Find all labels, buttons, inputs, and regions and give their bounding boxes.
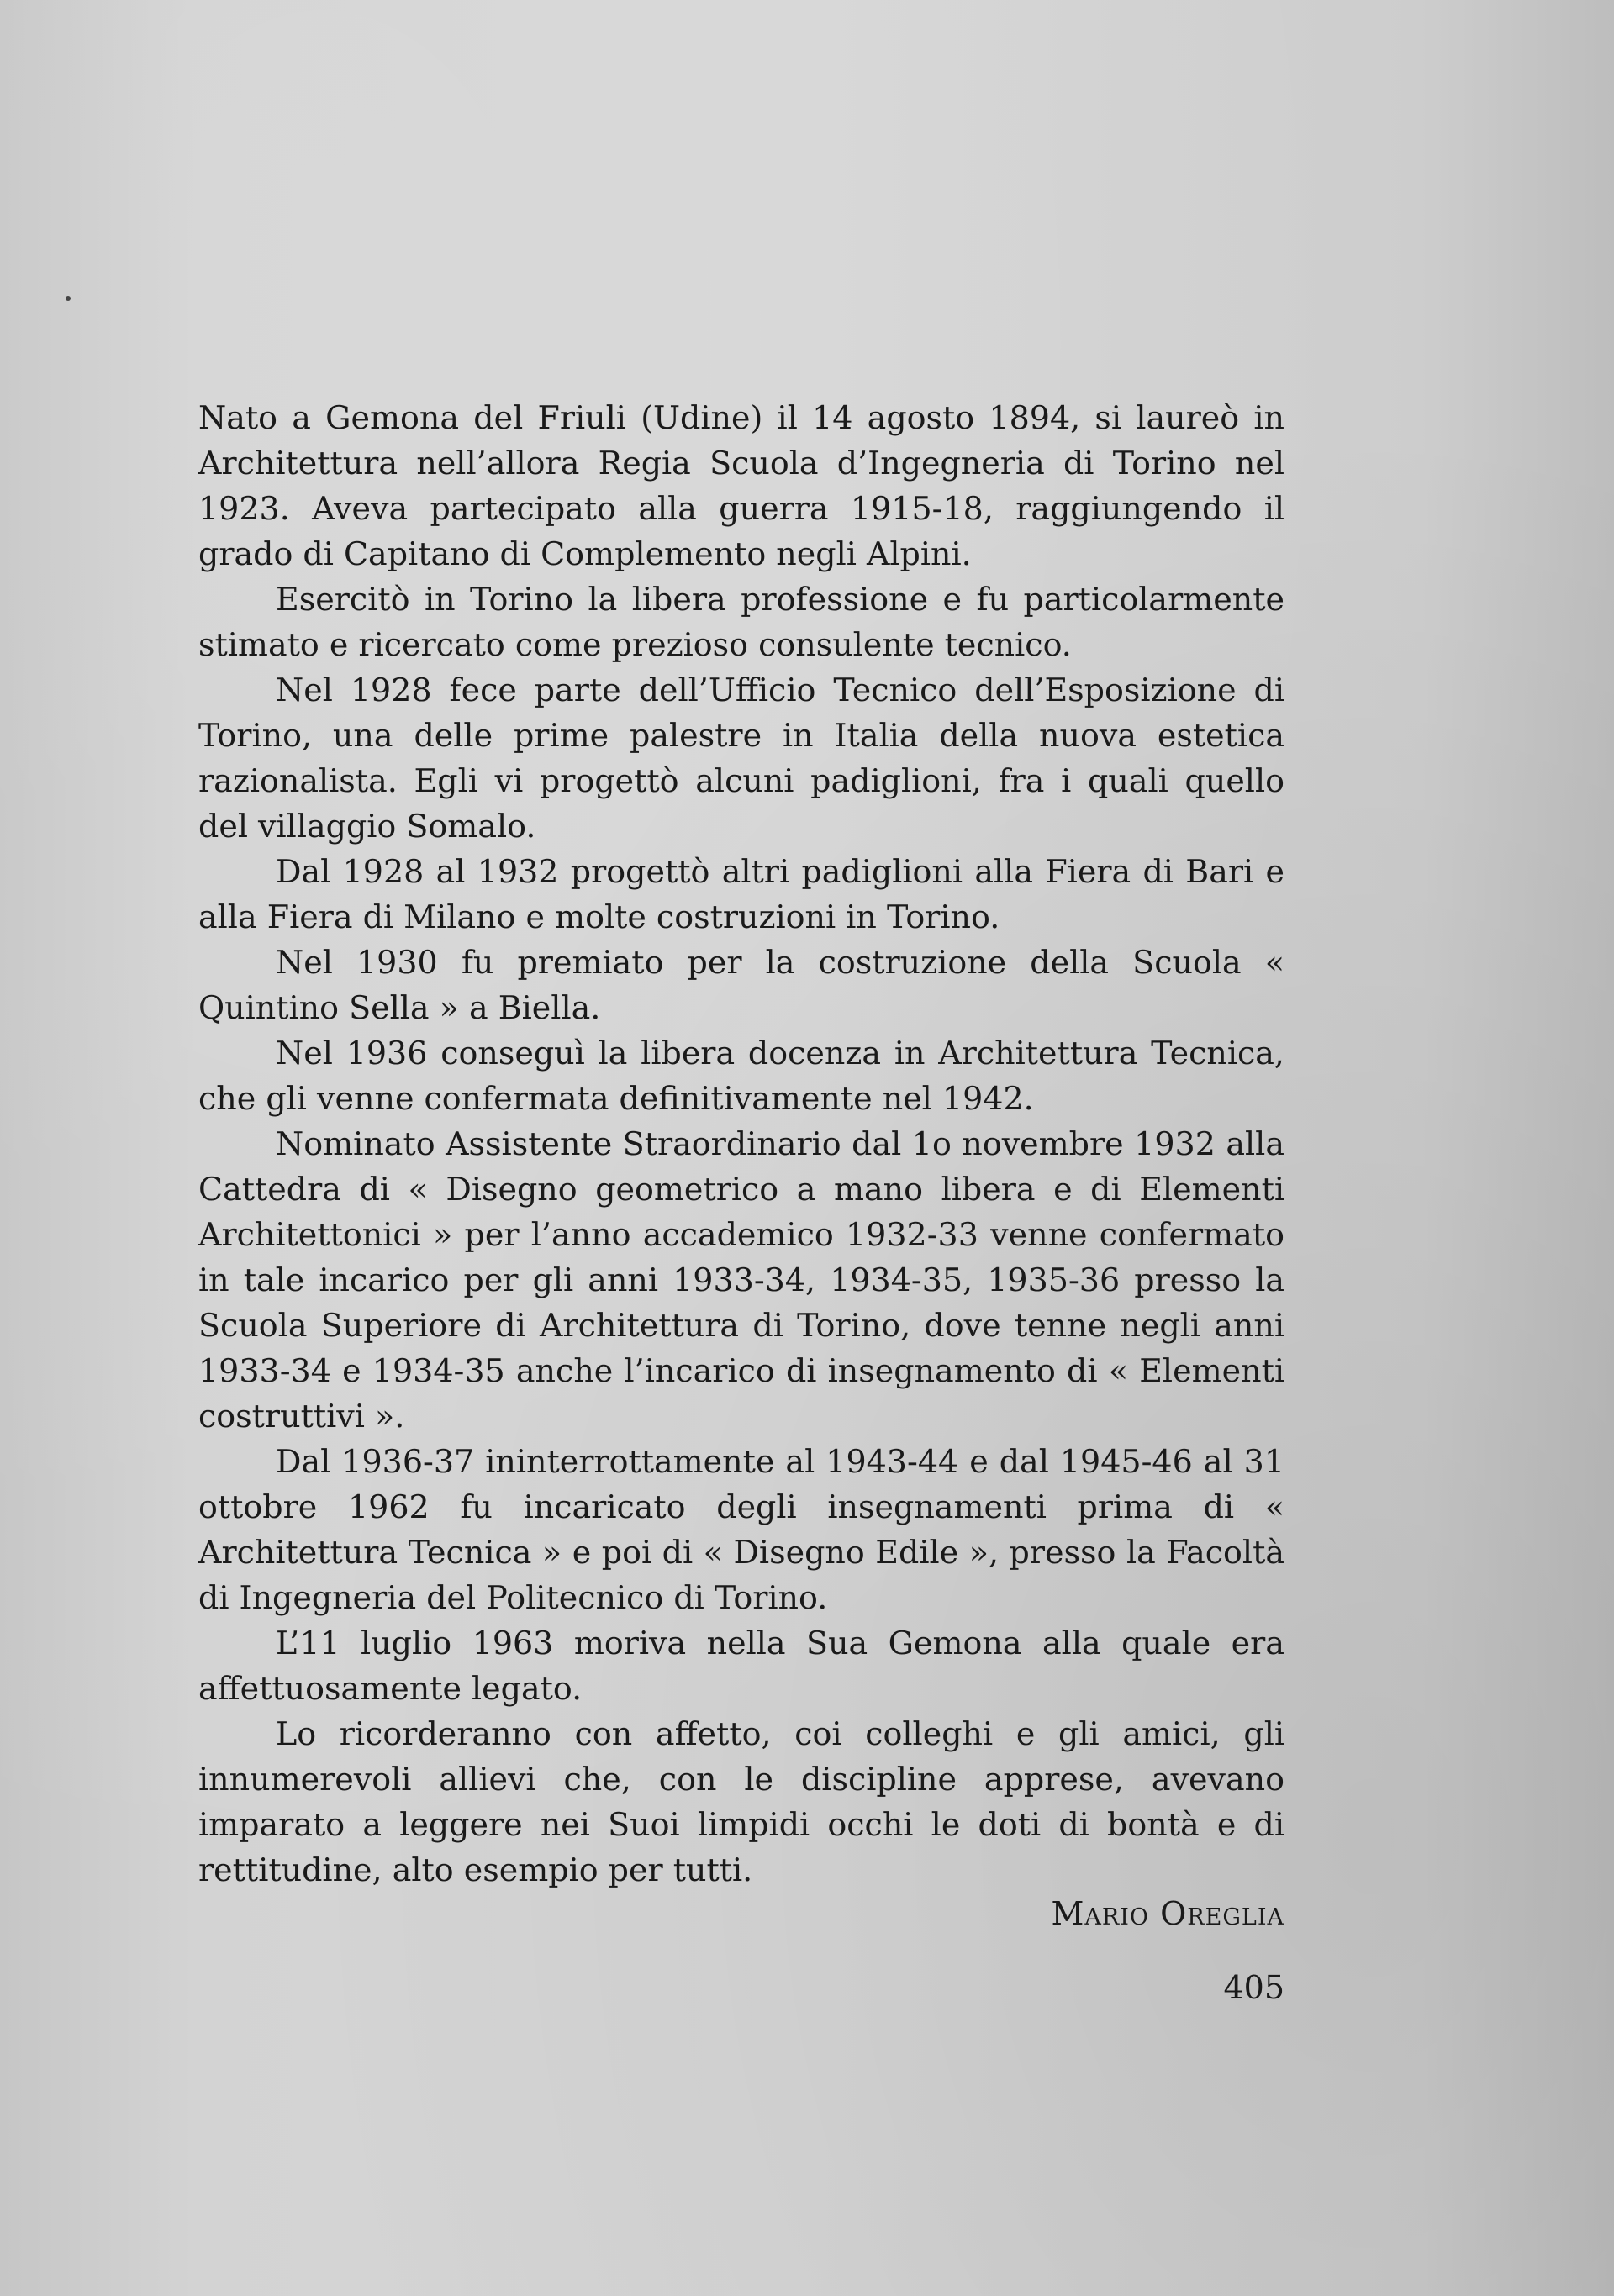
paragraph-biography-intro: Nato a Gemona del Friuli (Udine) il 14 agosto 1894, si laureò in Architettura nell’allora Regia Scuola d’Ingegneria di Torino nel 1923. Aveva partecipato alla guerra 1915-18, raggiungendo il grado di Capitano di Complemento negli Alpini. (198, 399, 1284, 572)
paragraph-fair-pavilions: Dal 1928 al 1932 progettò altri padiglioni alla Fiera di Bari e alla Fiera di Milano e molte costruzioni in Torino. (198, 853, 1284, 935)
paragraph-docenza-1936: Nel 1936 conseguì la libera docenza in Architettura Tecnica, che gli venne confermata definitivamente nel 1942. (198, 1035, 1284, 1117)
paragraph-teaching-politecnico: Dal 1936-37 ininterrottamente al 1943-44 e dal 1945-46 al 31 ottobre 1962 fu incaricato degli insegnamenti prima di « Architettura Tecnica » e poi di « Disegno Edile », presso la Facoltà di Ingegneria del Politecnico di Torino. (198, 1443, 1284, 1616)
paragraph-assistant-appointment: Nominato Assistente Straordinario dal 1o novembre 1932 alla Cattedra di « Disegno geometrico a mano libera e di Elementi Architettonici » per l’anno accademico 1932-33 venne confermato in tale incarico per gli anni 1933-34, 1934-35, 1935-36 presso la Scuola Superiore di Architettura di Torino, dove tenne negli anni 1933-34 e 1934-35 anche l’incarico di insegnamento di « Elementi costruttivi ». (198, 1125, 1284, 1435)
author-signature: Mario Oreglia (1051, 1895, 1284, 1932)
paragraph-exposition-1928: Nel 1928 fece parte dell’Ufficio Tecnico dell’Esposizione di Torino, una delle prime palestre in Italia della nuova estetica razionalista. Egli vi progettò alcuni padiglioni, fra i quali quello del villaggio Somalo. (198, 671, 1284, 845)
paragraph-death-1963: L’11 luglio 1963 moriva nella Sua Gemona alla quale era affettuosamente legato. (198, 1625, 1284, 1707)
paragraph-award-1930: Nel 1930 fu premiato per la costruzione della Scuola « Quintino Sella » a Biella. (198, 944, 1284, 1026)
ink-speck (66, 296, 71, 301)
paragraph-remembrance: Lo ricorderanno con affetto, coi colleghi e gli amici, gli innumerevoli allievi che, con le discipline apprese, avevano imparato a leggere nei Suoi limpidi occhi le doti di bontà e di rettitudine, alto esempio per tutti. (198, 1715, 1284, 1888)
body-text (198, 395, 1284, 1893)
paragraph-profession: Esercitò in Torino la libera professione e fu particolarmente stimato e ricercato come prezioso consulente tecnico. (198, 581, 1284, 663)
page-number: 405 (1223, 1969, 1284, 2006)
